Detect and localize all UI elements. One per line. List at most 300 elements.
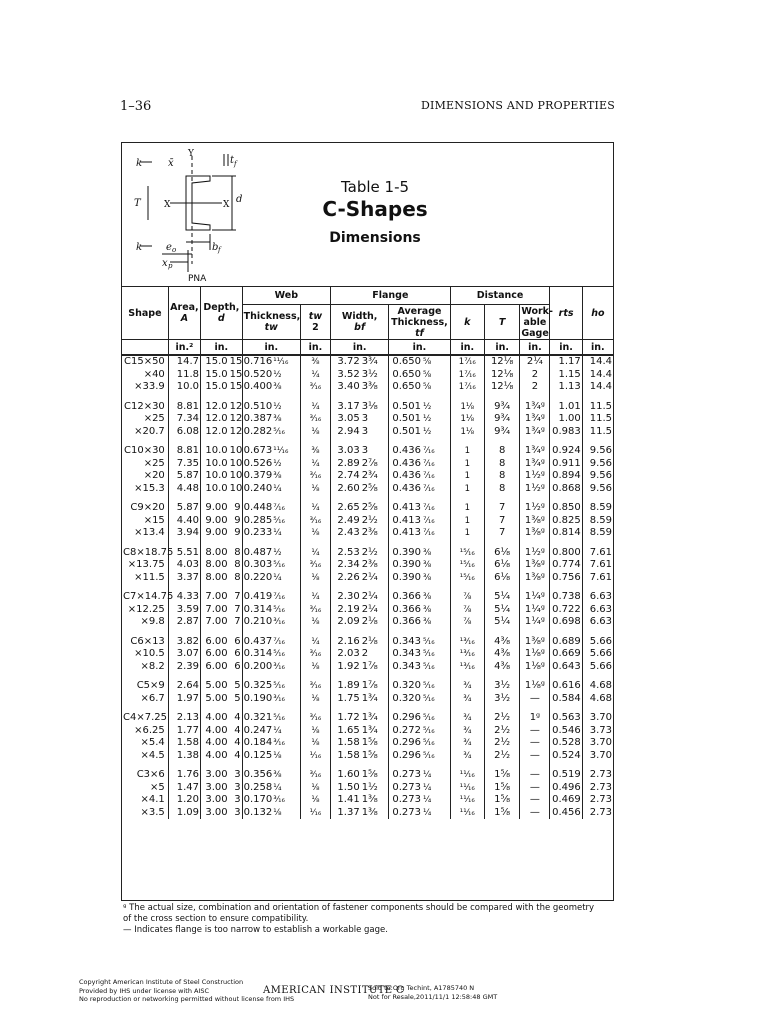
k-cell: ¹⁵⁄₁₆ <box>450 540 484 560</box>
flange-width-cell: 1.75 <box>331 693 361 706</box>
T-cell: 7 <box>484 527 519 540</box>
tw-half-cell: ³⁄₁₆ <box>300 559 330 572</box>
col-rts: rts <box>550 287 582 340</box>
flange-width-frac-cell: 1¹⁄₂ <box>361 782 389 795</box>
k-cell: ¹⁵⁄₁₆ <box>450 559 484 572</box>
workable-gage-cell: 1³⁄₄ᵍ <box>520 438 550 458</box>
tw-half-cell: ¹⁄₈ <box>300 661 330 674</box>
flange-thickness-cell: 0.650 <box>389 381 422 394</box>
area-cell: 1.58 <box>168 737 200 750</box>
workable-gage-cell: 1³⁄₄ᵍ <box>520 426 550 439</box>
web-thickness-cell: 0.487 <box>242 540 272 560</box>
flange-thickness-cell: 0.501 <box>389 394 422 414</box>
sold-to: Sold to:Org Techint, A1785740 N <box>368 984 475 992</box>
c-shape-figure <box>126 146 296 286</box>
flange-width-frac-cell: 3 <box>361 413 389 426</box>
flange-thickness-cell: 0.366 <box>389 584 422 604</box>
workable-gage-cell: 1¹⁄₈ᵍ <box>520 673 550 693</box>
web-thickness-frac-cell: ³⁄₁₆ <box>272 693 300 706</box>
table-subtitle: Dimensions <box>329 230 421 246</box>
col-T: T <box>484 305 519 340</box>
k-cell: ³⁄₄ <box>450 673 484 693</box>
flange-width-cell: 1.41 <box>331 794 361 807</box>
web-thickness-frac-cell: ¹⁄₄ <box>272 782 300 795</box>
fig-label-eo: e <box>166 242 172 253</box>
area-cell: 3.82 <box>168 629 200 649</box>
flange-width-cell: 2.19 <box>331 604 361 617</box>
area-cell: 3.94 <box>168 527 200 540</box>
web-thickness-frac-cell: ¹⁄₈ <box>272 807 300 820</box>
rts-cell: 0.738 <box>550 584 582 604</box>
workable-gage-cell: 1¹⁄₈ᵍ <box>520 661 550 674</box>
web-thickness-cell: 0.356 <box>242 762 272 782</box>
web-thickness-frac-cell: ¹⁄₂ <box>272 540 300 560</box>
depth-cell: 12.0 <box>201 426 229 439</box>
k-cell: ³⁄₄ <box>450 750 484 763</box>
rts-cell: 0.894 <box>550 470 582 483</box>
workable-gage-cell: 2 <box>520 369 550 382</box>
table-row <box>122 737 614 750</box>
flange-width-cell: 2.43 <box>331 527 361 540</box>
flange-width-frac-cell: 2⁵⁄₈ <box>361 495 389 515</box>
web-thickness-cell: 0.673 <box>242 438 272 458</box>
depth-cell: 3.00 <box>201 794 229 807</box>
depth-cell: 8.00 <box>201 572 229 585</box>
flange-width-frac-cell: 1³⁄₈ <box>361 794 389 807</box>
shape-cell: C8×18.75 <box>122 540 169 560</box>
workable-gage-cell: — <box>520 693 550 706</box>
running-head: DIMENSIONS AND PROPERTIES <box>421 99 615 112</box>
depth-frac-cell: 4 <box>229 705 243 725</box>
table-row <box>122 355 614 369</box>
web-thickness-cell: 0.510 <box>242 394 272 414</box>
workable-gage-cell: — <box>520 794 550 807</box>
workable-gage-cell: 1¹⁄₂ᵍ <box>520 483 550 496</box>
table-row <box>122 750 614 763</box>
k-cell: ¹³⁄₁₆ <box>450 648 484 661</box>
area-cell: 3.07 <box>168 648 200 661</box>
ho-cell: 2.73 <box>582 807 613 820</box>
web-thickness-cell: 0.132 <box>243 806 273 818</box>
flange-thickness-cell: 0.413 <box>389 527 422 540</box>
tw-half-cell: ¹⁄₈ <box>300 483 330 496</box>
col-depth: Depth, d <box>201 287 243 340</box>
flange-thickness-frac-cell: ⁷⁄₁₆ <box>422 470 450 483</box>
flange-width-frac-cell: 1³⁄₈ <box>361 807 389 820</box>
depth-frac-cell: 10 <box>229 438 243 458</box>
depth-frac-cell: 12 <box>229 413 243 424</box>
k-cell: 1¹⁄₈ <box>450 426 484 439</box>
shape-cell: ×25 <box>122 413 169 426</box>
table-row <box>122 413 614 426</box>
workable-gage-cell: 1¹⁄₂ᵍ <box>520 495 550 515</box>
fig-label-eo-sub: o <box>172 246 177 254</box>
page-number: 1–36 <box>120 99 152 114</box>
k-cell: ¹¹⁄₁₆ <box>450 782 484 795</box>
shape-cell: ×5 <box>122 782 169 795</box>
k-cell: ³⁄₄ <box>450 725 484 738</box>
workable-gage-cell: 1¹⁄₈ᵍ <box>520 648 550 661</box>
flange-thickness-cell: 0.343 <box>389 629 422 649</box>
rts-cell: 1.15 <box>550 369 582 382</box>
flange-thickness-cell: 0.366 <box>389 604 422 617</box>
k-cell: ¹³⁄₁₆ <box>450 661 484 674</box>
T-cell: 8 <box>484 470 519 483</box>
shape-cell: ×4.5 <box>122 750 169 763</box>
flange-width-frac-cell: 3³⁄₄ <box>361 355 389 369</box>
flange-thickness-cell: 0.273 <box>389 807 422 820</box>
workable-gage-cell: 2¹⁄₄ <box>520 355 550 369</box>
tw-half-cell: ¹⁄₄ <box>300 369 330 382</box>
flange-width-frac-cell: 2⁷⁄₈ <box>361 458 389 471</box>
T-cell: 2¹⁄₂ <box>484 737 519 750</box>
tw-half-cell: ¹⁄₈ <box>300 616 330 629</box>
area-cell: 1.38 <box>168 750 200 763</box>
shape-cell: C9×20 <box>122 495 169 515</box>
rts-cell: 0.800 <box>550 540 582 560</box>
copyright-line: Provided by IHS under license with AISC <box>79 986 210 995</box>
tw-half-cell: ¹⁄₄ <box>300 394 330 414</box>
ho-cell: 4.68 <box>582 673 613 693</box>
T-cell: 2¹⁄₂ <box>484 705 519 725</box>
tw-half-cell: ³⁄₁₆ <box>300 470 330 483</box>
web-thickness-frac-cell: ⁵⁄₁₆ <box>272 559 300 572</box>
workable-gage-cell: 1¹⁄₄ᵍ <box>520 616 550 629</box>
depth-frac-cell: 3 <box>229 762 243 782</box>
rts-cell: 0.756 <box>550 572 582 585</box>
shape-cell: ×12.25 <box>122 604 169 617</box>
shape-cell: C4×7.25 <box>122 705 169 725</box>
ho-cell: 14.4 <box>582 369 613 382</box>
k-cell: 1¹⁄₈ <box>450 413 484 426</box>
flange-width-cell: 1.58 <box>331 737 361 750</box>
table-row <box>122 559 614 572</box>
depth-frac-cell: 5 <box>229 693 243 706</box>
flange-thickness-frac-cell: ⁵⁄₁₆ <box>422 673 450 693</box>
flange-thickness-frac-cell: ⁷⁄₁₆ <box>422 527 450 540</box>
rts-cell: 0.563 <box>550 705 582 725</box>
copyright-block <box>79 978 294 1004</box>
shape-cell: ×10.5 <box>122 648 169 661</box>
flange-thickness-cell: 0.272 <box>389 725 422 738</box>
T-cell: 4³⁄₈ <box>484 629 519 649</box>
web-thickness-frac-cell: ³⁄₁₆ <box>272 794 300 807</box>
depth-frac-cell: 8 <box>229 559 243 572</box>
flange-width-cell: 2.94 <box>331 426 361 439</box>
T-cell: 12¹⁄₈ <box>484 369 519 382</box>
depth-frac-cell: 3 <box>229 782 243 795</box>
k-cell: ¹¹⁄₁₆ <box>450 807 484 820</box>
flange-thickness-frac-cell: ⁵⁄₁₆ <box>422 693 450 706</box>
depth-cell: 15.0 <box>201 381 229 394</box>
k-cell: ¹⁵⁄₁₆ <box>450 572 484 585</box>
table-row <box>122 572 614 585</box>
depth-frac-cell: 10 <box>229 457 243 469</box>
col-flange-avg-thickness: Average Thickness, tf <box>389 305 450 340</box>
flange-width-frac-cell: 1⁷⁄₈ <box>361 673 389 693</box>
tw-half-cell: ¹⁄₈ <box>300 426 330 439</box>
rts-cell: 0.669 <box>550 648 582 661</box>
flange-thickness-cell: 0.413 <box>389 495 422 515</box>
T-cell: 3¹⁄₂ <box>484 673 519 693</box>
flange-thickness-cell: 0.390 <box>389 559 422 572</box>
depth-cell: 7.00 <box>201 616 229 629</box>
footnote-dash: — Indicates flange is too narrow to establish a workable gage. <box>123 925 388 935</box>
T-cell: 8 <box>484 458 519 471</box>
header-group-row <box>122 287 614 305</box>
flange-width-cell: 2.30 <box>331 584 361 604</box>
web-thickness-frac-cell: ¹⁄₄ <box>272 725 300 738</box>
web-thickness-frac-cell: ³⁄₁₆ <box>272 737 300 750</box>
flange-thickness-frac-cell: ⁵⁄₁₆ <box>422 705 450 725</box>
web-thickness-frac-cell: ¹¹⁄₁₆ <box>272 438 300 458</box>
license-stamp <box>368 984 497 1001</box>
depth-frac-cell: 6 <box>229 661 243 674</box>
depth-frac-cell: 7 <box>229 584 243 604</box>
unit-cell: in. <box>201 340 243 356</box>
flange-thickness-frac-cell: ⁵⁄₈ <box>422 381 450 394</box>
rts-cell: 0.456 <box>550 807 582 820</box>
table-row <box>122 673 614 693</box>
shape-cell: ×8.2 <box>122 661 169 674</box>
fig-label-k-top: k <box>136 158 143 169</box>
header-units-row <box>122 340 614 356</box>
T-cell: 9³⁄₄ <box>484 426 519 439</box>
flange-thickness-cell: 0.296 <box>389 750 422 763</box>
web-thickness-cell: 0.233 <box>243 527 273 538</box>
flange-thickness-cell: 0.390 <box>389 572 422 585</box>
fig-label-x-left: X <box>164 200 171 210</box>
flange-thickness-cell: 0.343 <box>389 661 422 674</box>
flange-width-cell: 2.89 <box>331 458 361 471</box>
tw-half-cell: ³⁄₁₆ <box>300 381 330 394</box>
k-cell: 1 <box>450 483 484 496</box>
table-row <box>122 693 614 706</box>
flange-width-cell: 2.16 <box>331 629 361 649</box>
k-cell: 1 <box>450 438 484 458</box>
flange-width-cell: 3.03 <box>331 438 361 458</box>
unit-cell: in. <box>520 340 550 356</box>
ho-cell: 8.59 <box>582 527 613 540</box>
area-cell: 5.87 <box>168 470 200 483</box>
area-cell: 7.34 <box>168 413 200 426</box>
table-row <box>122 725 614 738</box>
depth-frac-cell: 12 <box>229 394 243 414</box>
ho-cell: 14.4 <box>582 355 613 369</box>
depth-frac-cell: 7 <box>229 616 243 629</box>
table-row <box>122 438 614 458</box>
flange-width-cell: 3.72 <box>331 355 361 369</box>
footnote-g: ᵍ The actual size, combination and orientation of fastener components should be compared with the geometry of the cross section to ensure compatibility. <box>123 903 595 924</box>
rts-cell: 0.911 <box>550 458 582 471</box>
web-thickness-frac-cell: ¹¹⁄₁₆ <box>272 355 300 369</box>
web-thickness-frac-cell: ¹⁄₄ <box>272 527 300 540</box>
ho-cell: 7.61 <box>582 559 613 572</box>
group-flange: Flange <box>331 287 451 305</box>
shape-cell: ×33.9 <box>122 381 169 394</box>
flange-thickness-frac-cell: ¹⁄₂ <box>422 426 450 439</box>
flange-thickness-frac-cell: ⁵⁄₈ <box>422 369 450 382</box>
table-row <box>122 495 614 515</box>
web-thickness-cell: 0.716 <box>243 356 273 367</box>
T-cell: 5¹⁄₄ <box>484 604 519 617</box>
web-thickness-cell: 0.520 <box>243 368 273 380</box>
ho-cell: 2.73 <box>582 782 613 795</box>
flange-thickness-cell: 0.390 <box>389 540 422 560</box>
k-cell: 1⁷⁄₁₆ <box>450 355 484 369</box>
table-row <box>122 426 614 439</box>
k-cell: 1 <box>450 515 484 528</box>
T-cell: 8 <box>484 483 519 496</box>
flange-thickness-frac-cell: ³⁄₈ <box>422 616 450 629</box>
col-tw-half: tw 2 <box>300 305 330 340</box>
rts-cell: 1.00 <box>550 413 582 426</box>
depth-cell: 5.00 <box>201 693 229 706</box>
area-cell: 2.87 <box>168 616 200 629</box>
area-cell: 1.09 <box>168 807 200 820</box>
workable-gage-cell: — <box>520 807 550 820</box>
ho-cell: 6.63 <box>582 584 613 604</box>
flange-thickness-frac-cell: ¹⁄₂ <box>422 394 450 414</box>
depth-cell: 6.00 <box>201 648 229 661</box>
ho-cell: 3.70 <box>582 737 613 750</box>
table-row <box>122 661 614 674</box>
flange-width-cell: 3.05 <box>331 413 361 426</box>
table-row <box>122 807 614 820</box>
depth-frac-cell: 3 <box>229 807 243 820</box>
flange-thickness-frac-cell: ¹⁄₄ <box>422 782 450 795</box>
web-thickness-frac-cell: ⁷⁄₁₆ <box>272 495 300 515</box>
depth-cell: 9.00 <box>201 495 229 515</box>
ho-cell: 6.63 <box>582 616 613 629</box>
fig-label-xbar: x̄ <box>168 158 174 169</box>
flange-width-frac-cell: 1³⁄₄ <box>361 705 389 725</box>
shape-cell: ×20 <box>122 470 169 483</box>
flange-width-frac-cell: 1⁵⁄₈ <box>361 737 389 750</box>
area-cell: 7.35 <box>168 458 200 471</box>
flange-thickness-cell: 0.436 <box>389 483 422 496</box>
depth-cell: 10.0 <box>201 438 229 458</box>
flange-thickness-frac-cell: ⁵⁄₈ <box>422 355 450 369</box>
workable-gage-cell: 1³⁄₄ᵍ <box>520 413 550 426</box>
flange-thickness-cell: 0.413 <box>389 515 422 528</box>
flange-width-frac-cell: 3 <box>361 426 389 439</box>
depth-frac-cell: 8 <box>229 572 243 585</box>
rts-cell: 1.01 <box>550 394 582 414</box>
area-cell: 6.08 <box>168 426 200 439</box>
web-thickness-frac-cell: ¹⁄₄ <box>272 572 300 585</box>
workable-gage-cell: — <box>520 750 550 763</box>
depth-frac-cell: 4 <box>229 737 243 750</box>
workable-gage-cell: 1³⁄₄ᵍ <box>520 394 550 414</box>
flange-thickness-frac-cell: ³⁄₈ <box>422 604 450 617</box>
depth-cell: 3.00 <box>201 807 229 820</box>
flange-width-cell: 1.65 <box>331 725 361 738</box>
depth-cell: 6.00 <box>201 661 229 674</box>
depth-frac-cell: 10 <box>229 470 243 481</box>
flange-width-frac-cell: 1³⁄₄ <box>361 693 389 706</box>
flange-width-frac-cell: 3¹⁄₂ <box>361 369 389 382</box>
T-cell: 9³⁄₄ <box>484 394 519 414</box>
flange-width-frac-cell: 2³⁄₈ <box>361 527 389 540</box>
web-thickness-frac-cell: ⁵⁄₁₆ <box>272 426 300 439</box>
depth-frac-cell: 4 <box>229 725 243 738</box>
T-cell: 4³⁄₈ <box>484 648 519 661</box>
web-thickness-cell: 0.125 <box>243 749 273 761</box>
shape-cell: ×3.5 <box>122 807 169 820</box>
flange-width-cell: 2.26 <box>331 572 361 585</box>
fig-label-y-top: Y <box>188 149 194 159</box>
area-cell: 3.37 <box>168 572 200 585</box>
fig-label-tf-sub: f <box>234 160 237 168</box>
flange-width-cell: 1.60 <box>331 762 361 782</box>
workable-gage-cell: — <box>520 762 550 782</box>
web-thickness-cell: 0.314 <box>243 603 273 615</box>
tw-half-cell: ³⁄₈ <box>300 438 330 458</box>
shape-cell: ×5.4 <box>122 737 169 750</box>
k-cell: 1 <box>450 470 484 483</box>
depth-cell: 6.00 <box>201 629 229 649</box>
flange-width-frac-cell: 3¹⁄₈ <box>361 394 389 414</box>
flange-thickness-frac-cell: ⁷⁄₁₆ <box>422 483 450 496</box>
depth-cell: 5.00 <box>201 673 229 693</box>
rts-cell: 0.519 <box>550 762 582 782</box>
area-cell: 4.48 <box>168 483 200 496</box>
web-thickness-cell: 0.282 <box>243 425 273 437</box>
ho-cell: 9.56 <box>582 483 613 496</box>
area-cell: 4.03 <box>168 559 200 572</box>
ho-cell: 11.5 <box>582 413 613 426</box>
T-cell: 7 <box>484 515 519 528</box>
unit-cell: in. <box>484 340 519 356</box>
ho-cell: 14.4 <box>582 381 613 394</box>
depth-cell: 15.0 <box>201 369 229 382</box>
flange-thickness-frac-cell: ⁵⁄₁₆ <box>422 629 450 649</box>
T-cell: 8 <box>484 438 519 458</box>
web-thickness-cell: 0.258 <box>243 781 273 793</box>
flange-width-cell: 1.58 <box>331 750 361 763</box>
fig-label-tf: t <box>230 155 235 166</box>
table-number: Table 1-5 <box>340 178 410 196</box>
table-row <box>122 604 614 617</box>
depth-cell: 10.0 <box>201 458 229 471</box>
unit-cell: in. <box>242 340 300 356</box>
depth-cell: 8.00 <box>201 559 229 572</box>
web-thickness-cell: 0.448 <box>242 495 272 515</box>
shape-cell: C6×13 <box>122 629 169 649</box>
workable-gage-cell: 1³⁄₈ᵍ <box>520 515 550 528</box>
tw-half-cell: ¹⁄₈ <box>300 725 330 738</box>
flange-width-cell: 2.53 <box>331 540 361 560</box>
flange-width-frac-cell: 1⁷⁄₈ <box>361 661 389 674</box>
fig-label-bf: b <box>212 242 219 253</box>
depth-frac-cell: 6 <box>229 648 243 661</box>
k-cell: 1 <box>450 495 484 515</box>
web-thickness-cell: 0.285 <box>243 514 273 526</box>
area-cell: 5.87 <box>168 495 200 515</box>
web-thickness-cell: 0.400 <box>243 381 273 392</box>
flange-width-frac-cell: 2 <box>361 648 389 661</box>
unit-cell: in. <box>582 340 613 356</box>
workable-gage-cell: 1¹⁄₂ᵍ <box>520 470 550 483</box>
table-row <box>122 782 614 795</box>
flange-width-frac-cell: 2³⁄₄ <box>361 470 389 483</box>
table-row <box>122 470 614 483</box>
tw-half-cell: ¹⁄₈ <box>300 782 330 795</box>
web-thickness-frac-cell: ³⁄₈ <box>272 381 300 394</box>
web-thickness-cell: 0.210 <box>243 616 273 627</box>
shape-cell: ×6.7 <box>122 693 169 706</box>
